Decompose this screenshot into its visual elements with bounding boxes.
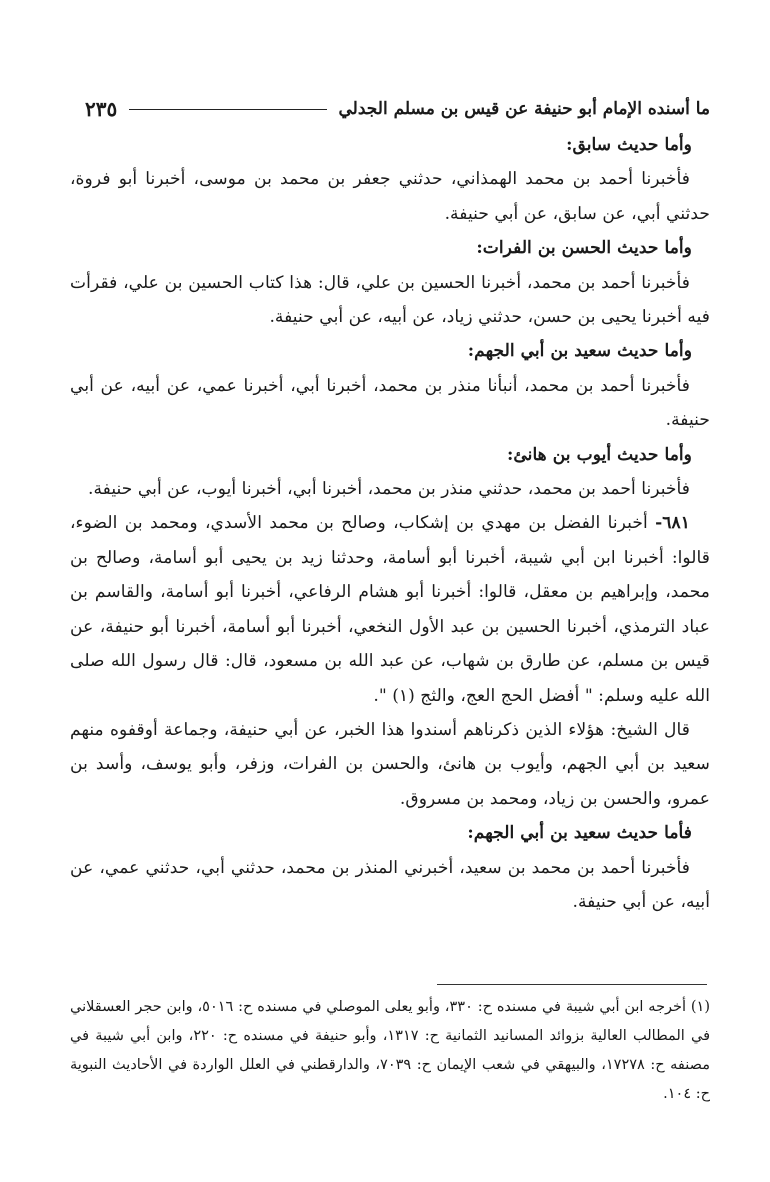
header-rule — [129, 109, 326, 110]
hadith-text: أخبرنا الفضل بن مهدي بن إشكاب، وصالح بن محمد الأسدي، ومحمد بن الضوء، قالوا: أخبرنا ابن أبي شيبة، أخبرنا أبو أسامة، وحدثنا زيد بن يحيى أبو أسامة، وصالح بن محمد، وإبراهيم بن معقل، قالوا: أخبرنا أبو هشام الرفاعي، أخبرنا أبو أسامة، والقاسم بن عباد الترمذي، أخبرنا الحسين بن عبد الأول النخعي، أخبرنا أبو أسامة، أخبرنا أبو حنيفة، عن قيس بن مسلم، عن طارق بن شهاب، عن عبد الله بن مسعود، قال: قال رسول الله صلى الله عليه وسلم: " أفضل الحج العج، والثج (١) ". — [70, 513, 710, 706]
body-paragraph: فأخبرنا أحمد بن محمد بن سعيد، أخبرني المنذر بن محمد، حدثني أبي، حدثني عمي، عن أبيه، عن أبي حنيفة. — [70, 857, 710, 912]
main-text — [70, 128, 710, 919]
numbered-hadith — [70, 506, 710, 712]
section-heading: وأما حديث الحسن بن الفرات: — [476, 238, 692, 259]
hadith-number: ٦٨١- — [655, 513, 690, 534]
body-paragraph: قال الشيخ: هؤلاء الذين ذكرناهم أسندوا هذا الخبر، عن أبي حنيفة، وجماعة أوقفوه منهم سعيد بن أبي الجهم، وأيوب بن هانئ، والحسن بن الفرات، وزفر، وأبو يوسف، وأسد بن عمرو، والحسن بن زياد، ومحمد بن مسروق. — [70, 719, 710, 809]
section-heading: وأما حديث سابق: — [566, 135, 692, 155]
body-paragraph: فأخبرنا أحمد بن محمد، حدثني منذر بن محمد، أخبرنا أبي، أخبرنا أيوب، عن أبي حنيفة. — [88, 479, 690, 500]
section-heading: وأما حديث أيوب بن هانئ: — [506, 444, 692, 465]
footnote-text: (١) أخرجه ابن أبي شيبة في مسنده ح: ٣٣٠، وأبو يعلى الموصلي في مسنده ح: ٥٠١٦، وابن حجر العسقلاني في المطالب العالية بزوائد المسانيد الثمانية ح: ١٣١٧، وأبو حنيفة في مسنده ح: ٢٢٠، وابن أبي شيبة في مصنفه ح: ١٧٢٧٨، والبيهقي في شعب الإيمان ح: ٧٠٣٩، والدارقطني في العلل الواردة في الأحاديث النبوية ح: ١٠٤. — [70, 999, 711, 1102]
page-header — [85, 92, 710, 126]
footnotes — [70, 993, 710, 1109]
running-title: ما أسنده الإمام أبو حنيفة عن قيس بن مسلم الجدلي — [338, 99, 710, 119]
footnote-separator — [437, 984, 707, 985]
page-number: ٢٣٥ — [85, 97, 118, 121]
section-heading: فأما حديث سعيد بن أبي الجهم: — [467, 823, 692, 844]
section-heading: وأما حديث سعيد بن أبي الجهم: — [467, 341, 692, 362]
body-paragraph: فأخبرنا أحمد بن محمد الهمذاني، حدثني جعفر بن محمد بن موسى، أخبرنا أبو فروة، حدثني أبي، عن سابق، عن أبي حنيفة. — [70, 169, 710, 224]
body-paragraph: فأخبرنا أحمد بن محمد، أنبأنا منذر بن محمد، أخبرنا أبي، أخبرنا عمي، عن أبيه، عن أبي حنيفة. — [70, 375, 710, 431]
body-paragraph: فأخبرنا أحمد بن محمد، أخبرنا الحسين بن علي، قال: هذا كتاب الحسين بن علي، فقرأت فيه أخبرنا يحيى بن حسن، حدثني زياد، عن أبيه، عن أبي حنيفة. — [70, 272, 710, 328]
